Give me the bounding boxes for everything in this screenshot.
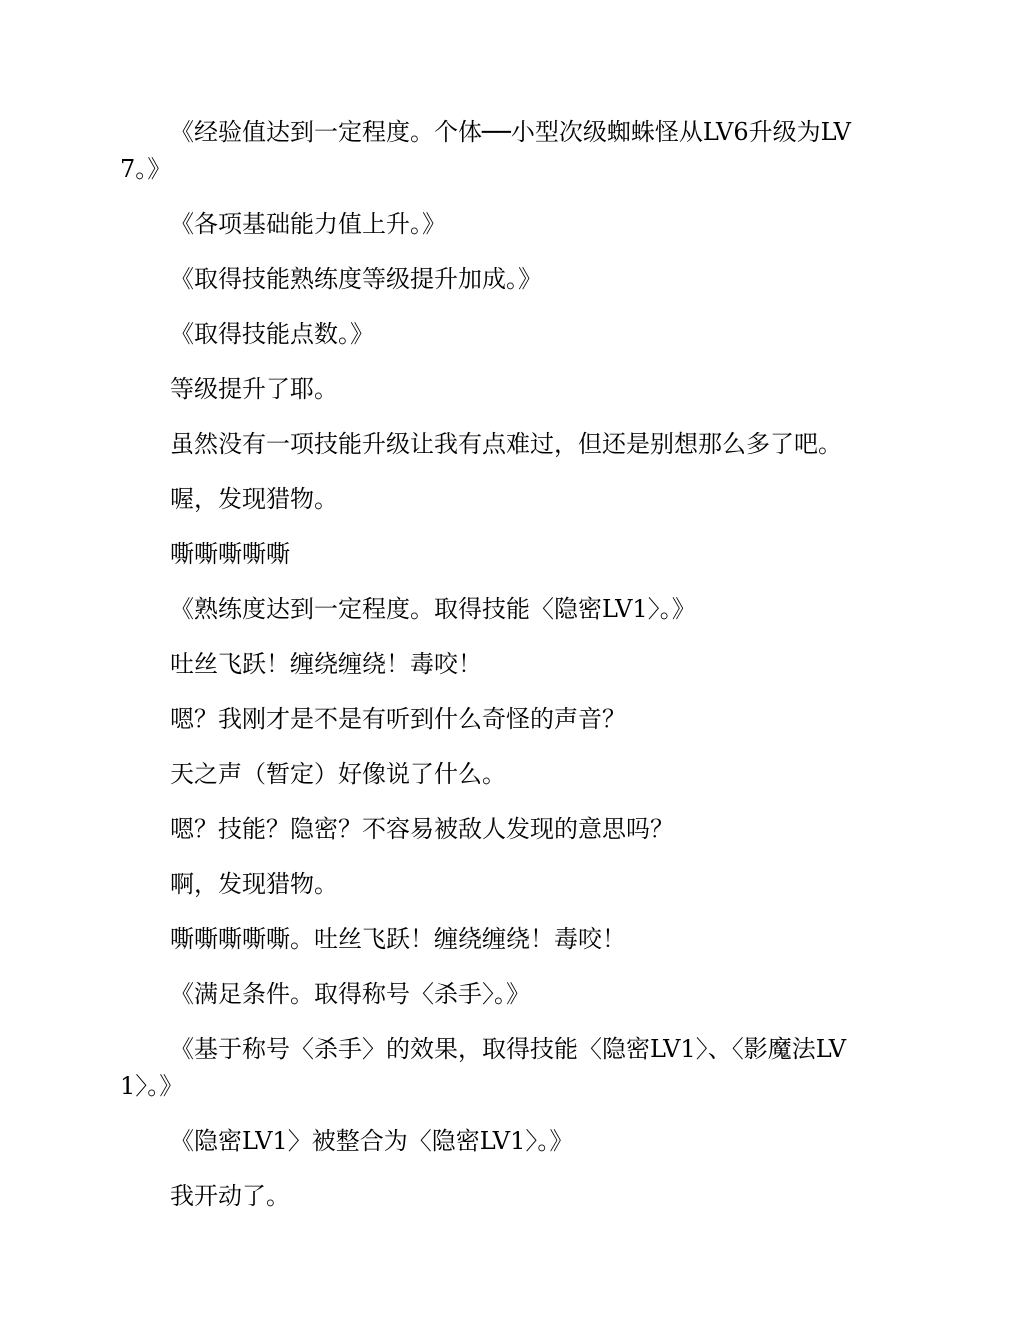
paragraph: 《取得技能熟练度等级提升加成。》 (170, 265, 542, 293)
paragraph: 嗯？我刚才是不是有听到什么奇怪的声音？ (170, 705, 626, 733)
paragraph: 吐丝飞跃！缠绕缠绕！毒咬！ (170, 650, 482, 678)
paragraph: 天之声（暂定）好像说了什么。 (170, 760, 506, 788)
paragraph: 嘶嘶嘶嘶嘶。吐丝飞跃！缠绕缠绕！毒咬！ (170, 925, 626, 953)
paragraph: 喔，发现猎物。 (170, 485, 338, 513)
paragraph: 虽然没有一项技能升级让我有点难过，但还是别想那么多了吧。 (170, 430, 842, 458)
paragraph: 我开动了。 (170, 1182, 290, 1210)
paragraph: 嘶嘶嘶嘶嘶 (170, 540, 290, 568)
paragraph: 《满足条件。取得称号〈杀手〉。》 (170, 980, 530, 1008)
paragraph: 《取得技能点数。》 (170, 320, 374, 348)
paragraph: 《基于称号〈杀手〉的效果，取得技能〈隐密LV1〉、〈影魔法LV1〉。》 (120, 1035, 847, 1100)
paragraph: 《隐密LV1〉被整合为〈隐密LV1〉。》 (170, 1127, 574, 1155)
document-body (120, 114, 882, 1233)
paragraph: 嗯？技能？隐密？不容易被敌人发现的意思吗？ (170, 815, 674, 843)
paragraph: 啊，发现猎物。 (170, 870, 338, 898)
paragraph: 《熟练度达到一定程度。取得技能〈隐密LV1〉。》 (170, 595, 696, 623)
paragraph: 等级提升了耶。 (170, 375, 338, 403)
paragraph: 《经验值达到一定程度。个体──小型次级蜘蛛怪从LV6升级为LV7。》 (120, 118, 852, 183)
paragraph: 《各项基础能力值上升。》 (170, 210, 446, 238)
